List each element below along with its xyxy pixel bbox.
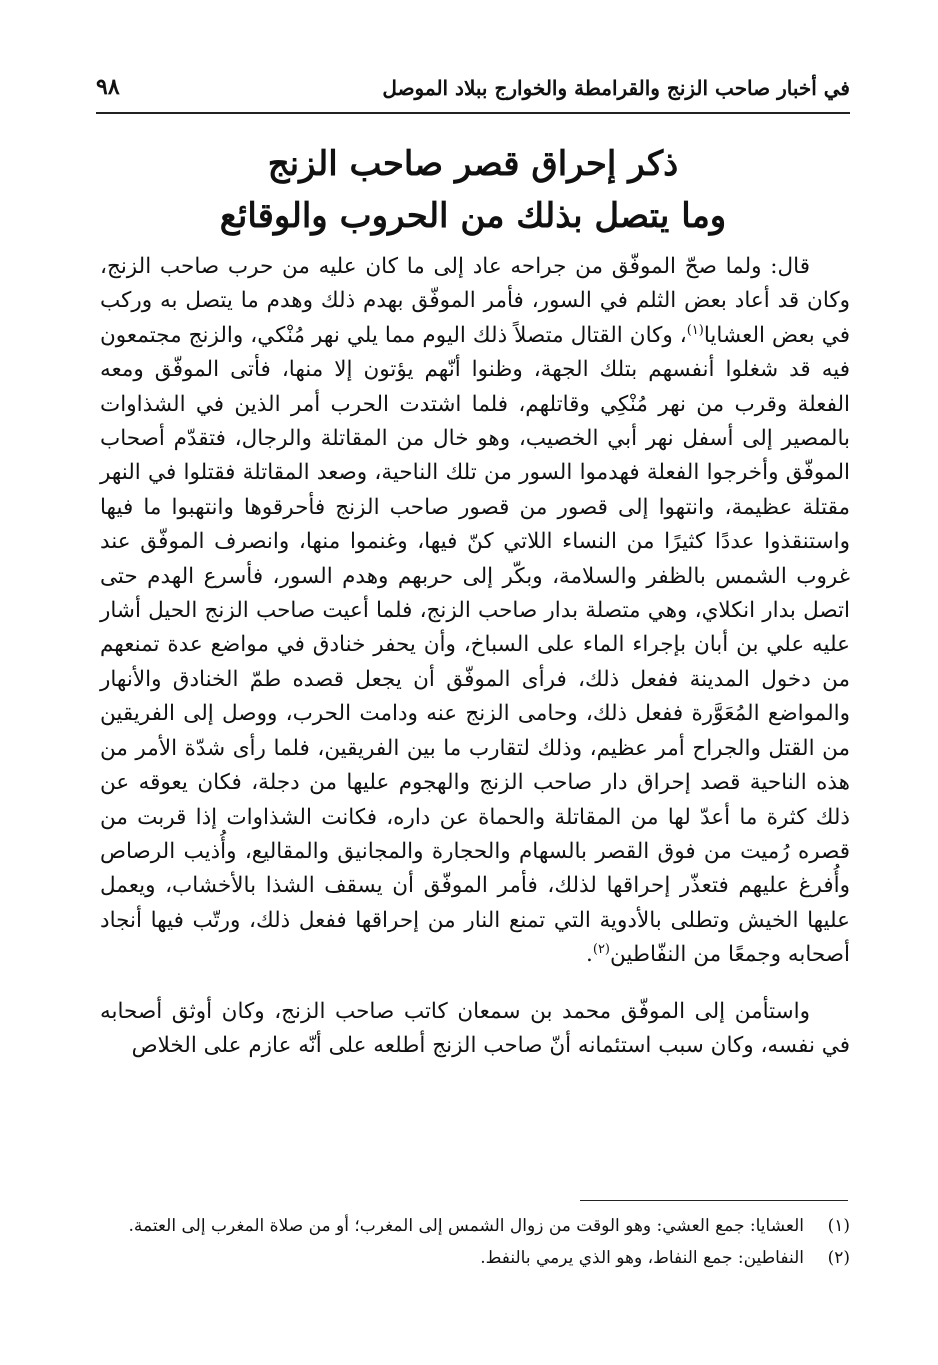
chapter-heading <box>96 138 850 242</box>
footnote-1 <box>100 1212 850 1240</box>
footnote-divider <box>580 1200 848 1201</box>
chapter-heading-line-1: ذكر إحراق قصر صاحب الزنج <box>267 144 679 184</box>
paragraph-1-part-a: قال: ولما صحّ الموفّق من جراحه عاد إلى ما كان عليه من حرب صاحب الزنج، وكان قد أعاد بعض الثلم في السور، فأمر الموفّق بهدم ذلك وهدم ما يتصل به وركب في بعض العشايا <box>100 254 850 348</box>
page-number: ٩٨ <box>96 74 120 100</box>
body-text <box>100 250 850 1063</box>
running-header-title: في أخبار صاحب الزنج والقرامطة والخوارج ببلاد الموصل <box>382 76 850 100</box>
header-divider <box>96 112 850 114</box>
footnote-2 <box>100 1244 850 1272</box>
footnote-2-marker: (٢) <box>827 1248 850 1268</box>
paragraph-1-part-b: ، وكان القتال متصلاً ذلك اليوم مما يلي نهر مُنْكي، والزنج مجتمعون فيه قد شغلوا أنفسهم بتلك الجهة، وظنوا أنّهم يؤتون إلا منها، فأتى الموفّق ومعه الفعلة وقرب من نهر مُنْكِي وقاتلهم، فلما اشتدت الحرب أمر الذين في الشذاوات بالمصير إلى أسفل نهر أبي الخصيب، وهو خال من المقاتلة والرجال، فتقدّم أصحاب الموفّق وأخرجوا الفعلة فهدموا السور من تلك الناحية، وصعد المقاتلة فقتلوا في النهر مقتلة عظيمة، وانتهوا إلى قصور من قصور صاحب الزنج فأحرقوها وانتهبوا ما فيها واستنقذوا عددًا كثيرًا من النساء اللاتي كنّ فيها، وغنموا منها، وانصرف الموفّق عند غروب الشمس بالظفر والسلامة، وبكّر إلى حربهم وهدم السور، فأسرع الهدم حتى اتصل بدار انكلاي، وهي متصلة بدار صاحب الزنج، فلما أعيت صاحب الزنج الحيل أشار عليه علي بن أبان بإجراء الماء على السباخ، وأن يحفر خنادق في مواضع عدة تمنعهم من دخول المدينة ففعل ذلك، فرأى الموفّق أن يجعل قصده طمّ الخنادق والأنهار والمواضع المُعَوَّرة ففعل ذلك، وحامى الزنج عنه ودامت الحرب، ووصل إلى الفريقين من القتل والجراح أمر عظيم، وذلك لتقارب ما بين الفريقين، فلما رأى شدّة الأمر من هذه الناحية قصد إحراق دار صاحب الزنج والهجوم عليها من دجلة، فكان يعوقه عن ذلك كثرة ما أعدّ لها من المقاتلة والحماة عن داره، فكانت الشذاوات إذا قربت من قصره رُميت من فوق القصر بالسهام والحجارة والمجانيق والمقاليع، وأُذيب الرصاص وأُفرغ عليهم فتعذّر إحراقها لذلك، فأمر الموفّق أن يسقف الشذا بالأخشاب، ويعمل عليها الخيش وتطلى بالأدوية التي تمنع النار من إحراقها ففعل ذلك، ورتّب فيها أنجاد أصحابه وجمعًا من النفّاطين <box>100 322 850 968</box>
footnote-1-marker: (١) <box>827 1216 850 1236</box>
footnotes <box>100 1212 850 1276</box>
footnote-reference-1[interactable]: (١) <box>686 322 704 338</box>
running-header <box>96 72 850 106</box>
footnote-2-text: النفاطين: جمع النفاط، وهو الذي يرمي بالنفط. <box>480 1248 804 1268</box>
paragraph-1 <box>100 250 850 973</box>
footnote-reference-2[interactable]: (٢) <box>592 941 610 957</box>
footnote-1-text: العشايا: جمع العشي: وهو الوقت من زوال الشمس إلى المغرب؛ أو من صلاة المغرب إلى العتمة. <box>128 1216 804 1236</box>
paragraph-1-part-c: . <box>586 942 593 968</box>
chapter-heading-line-2: وما يتصل بذلك من الحروب والوقائع <box>219 196 727 236</box>
paragraph-2: واستأمن إلى الموفّق محمد بن سمعان كاتب صاحب الزنج، وكان أوثق أصحابه في نفسه، وكان سبب استئمانه أنّ صاحب الزنج أطلعه على أنّه عازم على الخلاص <box>100 998 850 1058</box>
